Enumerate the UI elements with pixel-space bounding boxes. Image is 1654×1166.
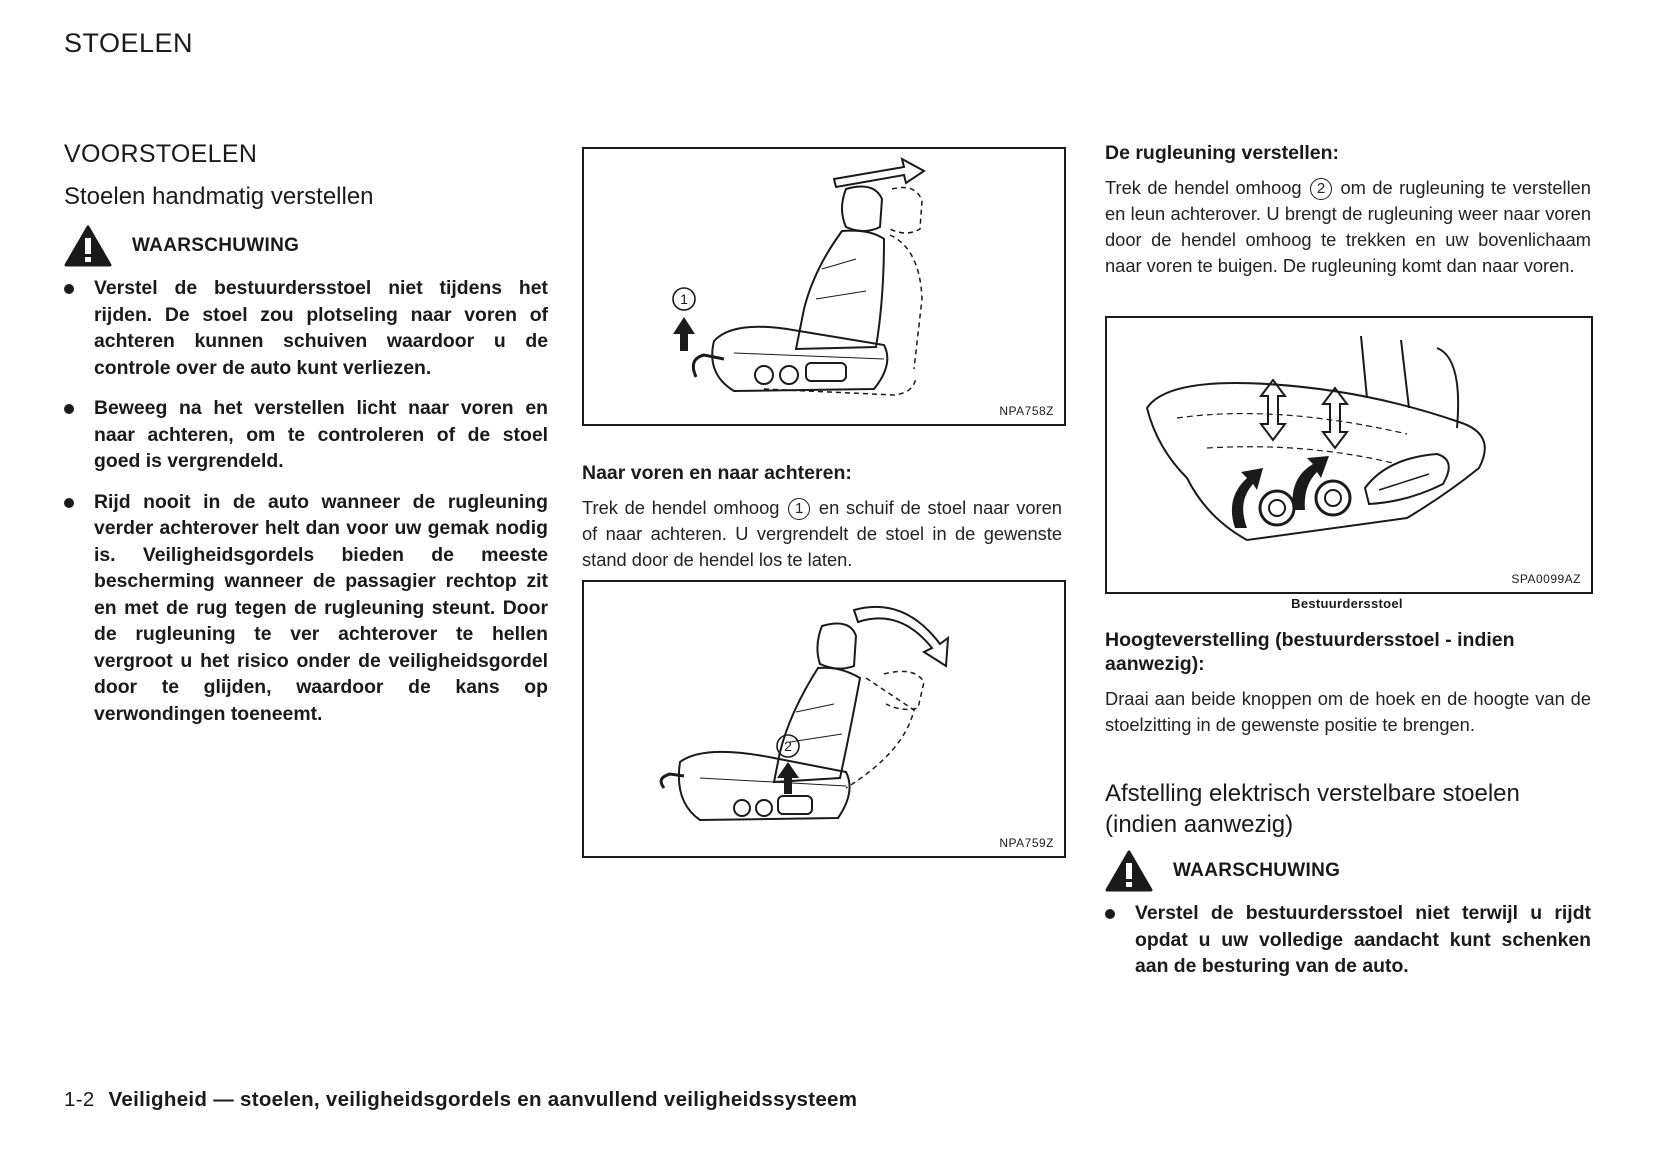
knob-icon [1260, 491, 1294, 525]
warning-label: WAARSCHUWING [1173, 860, 1341, 881]
left-column [64, 140, 548, 741]
marker-2: 2 [1310, 178, 1332, 200]
figure-backrest-recline [582, 580, 1066, 858]
curved-arrow-icon [854, 607, 948, 666]
page-header-title: STOELEN [64, 28, 194, 58]
marker-1: 1 [788, 498, 810, 520]
page-number: 1-2 [64, 1088, 95, 1111]
figure3-caption: Bestuurdersstoel [1291, 596, 1403, 611]
warning-bullet: Rijd nooit in de auto wanneer de rugleuning verder achterover helt dan voor uw gemak nodig is. Veiligheidsgordels bieden de meeste bescherming wanneer de passagier rechtop zit en met de rug tegen de rugleuning steunt. Door de rugleuning te ver achterover te hellen vergroot u het risico onder de veiligheidsgordel door te glijden, waardoor de kans op verwondingen toeneemt. [64, 489, 548, 728]
electric-section [1105, 778, 1591, 994]
up-down-arrow-icon [1323, 388, 1347, 448]
double-arrow-icon [834, 159, 924, 187]
backrest-heading: De rugleuning verstellen: [1105, 142, 1340, 164]
backrest-section [1105, 142, 1591, 279]
warning-bullet: Verstel de bestuurdersstoel niet terwijl u rijdt opdat u uw volledige aandacht kunt schenken aan de besturing van de auto. [1105, 900, 1591, 980]
warning-header [64, 225, 548, 267]
warning-list [1105, 900, 1591, 980]
warning-triangle-icon [64, 225, 112, 267]
backrest-recline-illustration [584, 582, 1064, 856]
forward-backward-text: Trek de hendel omhoog 1 en schuif de stoel naar voren of naar achteren. U vergrendelt de stoel in de gewenste stand door de hendel los te laten. [582, 497, 1062, 570]
warning-bullet: Verstel de bestuurdersstoel niet tijdens het rijden. De stoel zou plotseling naar voren of achteren kunnen schuiven waardoor u de controle over de auto kunt verliezen. [64, 275, 548, 381]
figure2-code: NPA759Z [999, 836, 1054, 850]
figure-height-adjust [1105, 316, 1593, 594]
knob-icon [1316, 481, 1350, 515]
height-section [1105, 628, 1591, 738]
warning-bullet: Beweeg na het verstellen licht naar voren en naar achteren, om te controleren of de stoel goed is vergrendeld. [64, 395, 548, 475]
height-adjust-illustration [1107, 318, 1591, 592]
section-title: VOORSTOELEN [64, 140, 258, 168]
forward-backward-heading: Naar voren en naar achteren: [582, 462, 852, 484]
electric-subsection-title: Afstelling elektrisch verstelbare stoelen (indien aanwezig) [1105, 780, 1520, 838]
forward-backward-section [582, 462, 1062, 573]
figure3-code: SPA0099AZ [1511, 572, 1581, 586]
figure1-code: NPA758Z [999, 404, 1054, 418]
warning-list [64, 275, 548, 727]
footer-text: Veiligheid — stoelen, veiligheidsgordels en aanvullend veiligheidssysteem [108, 1088, 858, 1111]
warning-label: WAARSCHUWING [132, 235, 300, 256]
height-heading: Hoogteverstelling (bestuurdersstoel - indien aanwezig): [1105, 629, 1515, 675]
page-footer [64, 1088, 857, 1112]
warning-triangle-icon [1105, 850, 1153, 892]
up-arrow-icon [777, 762, 799, 794]
up-arrow-icon [673, 317, 695, 351]
backrest-text: Trek de hendel omhoog 2 om de rugleuning te verstellen en leun achterover. U brengt de rugleuning weer naar voren door de hendel omhoog te trekken en uw bovenlichaam naar voren te buigen. De rugleuning komt dan naar voren. [1105, 177, 1591, 276]
warning-header [1105, 850, 1591, 892]
seat-slide-illustration [584, 149, 1064, 424]
up-down-arrow-icon [1261, 380, 1285, 440]
figure1-marker: 1 [680, 291, 688, 307]
figure-seat-slide [582, 147, 1066, 426]
subsection-title: Stoelen handmatig verstellen [64, 183, 374, 210]
figure2-marker: 2 [784, 738, 792, 754]
height-text: Draai aan beide knoppen om de hoek en de hoogte van de stoelzitting in de gewenste positie te brengen. [1105, 688, 1591, 735]
